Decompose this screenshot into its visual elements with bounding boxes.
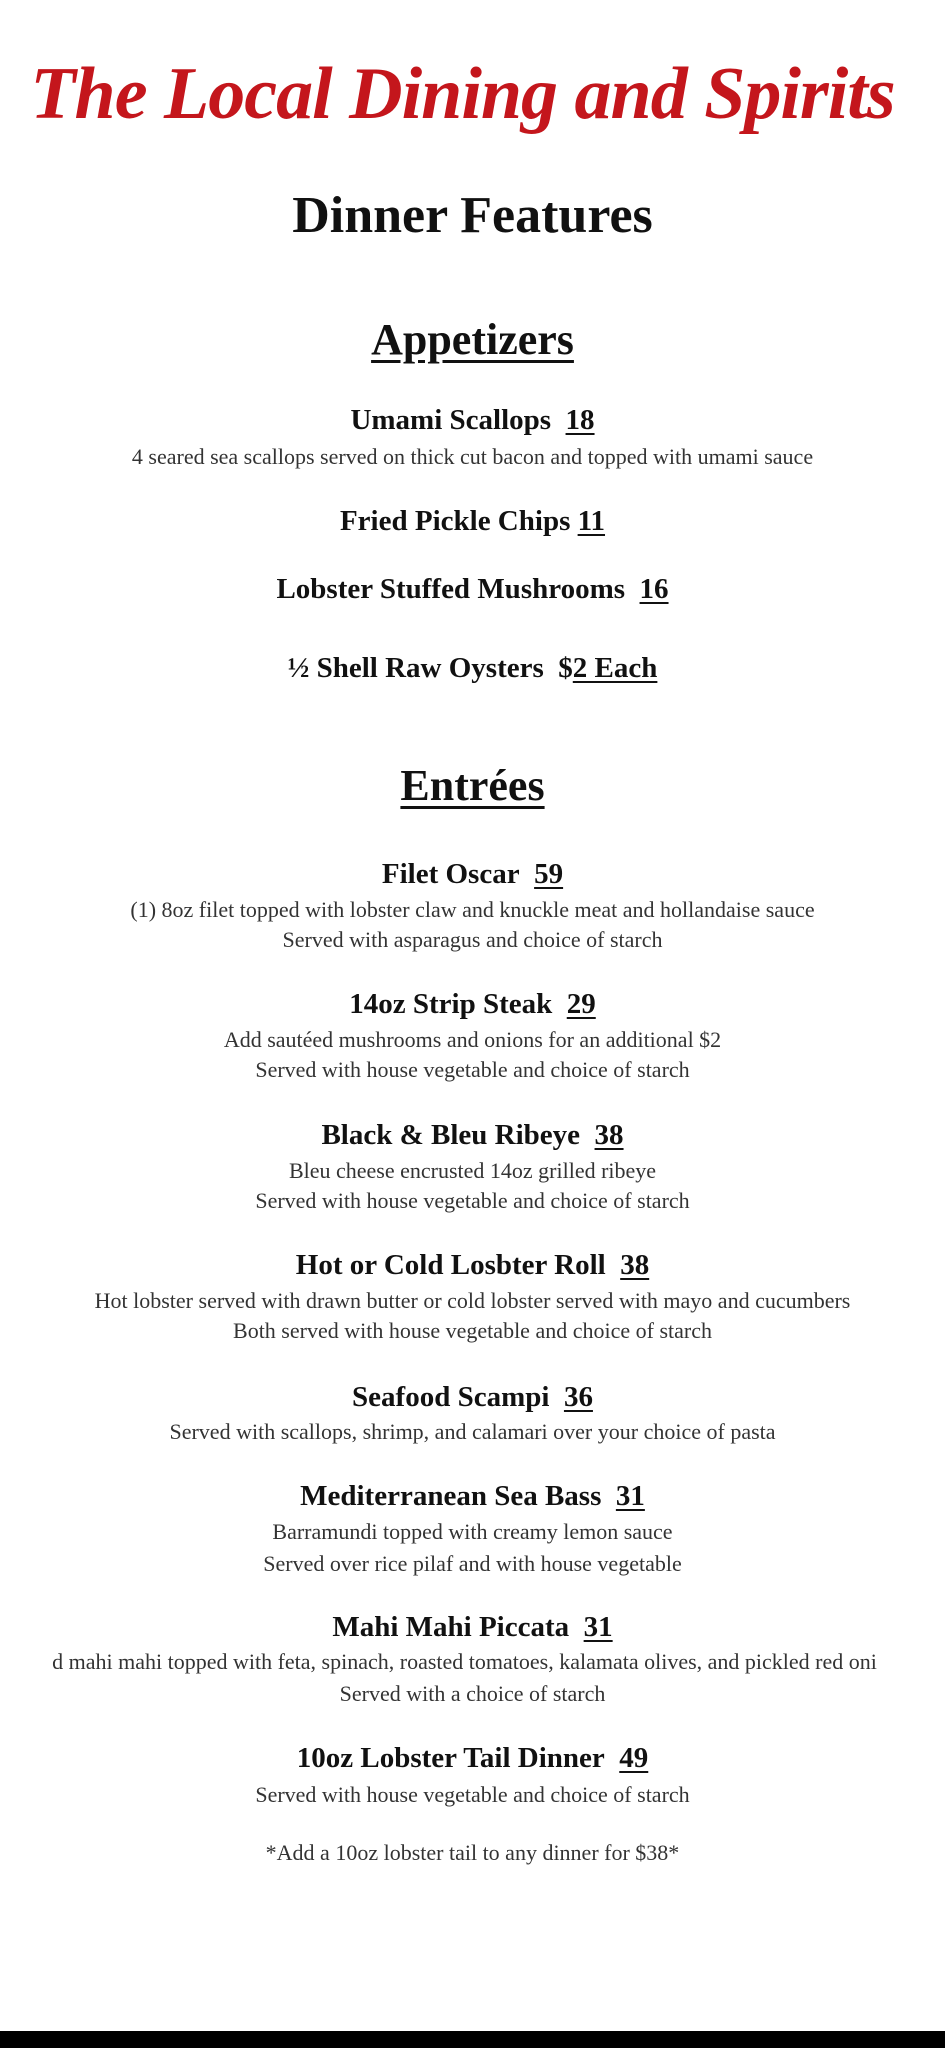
bottom-bar — [0, 2031, 945, 2048]
item-name: Umami Scallops — [350, 404, 552, 436]
item-name: ½ Shell Raw Oysters — [287, 652, 544, 684]
item-name: Fried Pickle Chips — [339, 505, 571, 537]
menu-item-name — [0, 404, 945, 437]
menu-item-name — [0, 505, 945, 538]
item-price: 31 — [583, 1611, 613, 1643]
item-price: 59 — [534, 858, 564, 890]
item-price: 36 — [563, 1381, 593, 1413]
item-name: Filet Oscar — [381, 858, 520, 890]
menu-item-name — [0, 652, 945, 685]
item-name: 14oz Strip Steak — [349, 988, 553, 1020]
item-name: Lobster Stuffed Mushrooms — [276, 573, 626, 605]
page-title: Dinner Features — [292, 187, 653, 244]
menu-item-description: Served with house vegetable and choice of starch — [255, 1057, 690, 1082]
menu-item-description: d mahi mahi topped with feta, spinach, roasted tomatoes, kalamata olives, and pickled red oni — [52, 1649, 877, 1674]
item-price: 18 — [565, 404, 595, 436]
menu-item-description: Served with house vegetable and choice of starch — [255, 1782, 690, 1807]
section-heading-entrees: Entrées — [400, 761, 545, 810]
item-price: 11 — [577, 505, 606, 537]
menu-item-description: Served with scallops, shrimp, and calamari over your choice of pasta — [169, 1419, 776, 1444]
section-heading-appetizers: Appetizers — [371, 315, 574, 364]
menu-item-name — [0, 1381, 945, 1414]
menu-note: *Add a 10oz lobster tail to any dinner for $38* — [265, 1840, 680, 1865]
menu-item-description: Hot lobster served with drawn butter or cold lobster served with mayo and cucumbers — [94, 1288, 851, 1313]
item-price-prefix: $ — [558, 652, 573, 684]
item-name: Seafood Scampi — [352, 1381, 550, 1413]
item-name: Mediterranean Sea Bass — [300, 1480, 602, 1512]
item-price: 16 — [639, 573, 669, 605]
menu-item-name — [0, 1480, 945, 1513]
menu-item-description: Served with a choice of starch — [339, 1681, 606, 1706]
menu-item-description: Add sautéed mushrooms and onions for an additional $2 — [223, 1027, 722, 1052]
menu-item-name — [0, 858, 945, 891]
menu-item-name — [0, 573, 945, 606]
menu-item-description: Served with asparagus and choice of starch — [282, 927, 663, 952]
menu-item-name — [0, 1119, 945, 1152]
item-price: 29 — [566, 988, 596, 1020]
menu-item-description: Both served with house vegetable and choice of starch — [233, 1318, 712, 1343]
menu-item-description: Served over rice pilaf and with house vegetable — [263, 1551, 682, 1576]
item-price: 38 — [620, 1249, 650, 1281]
item-name: Hot or Cold Losbter Roll — [295, 1249, 606, 1281]
item-price: 31 — [615, 1480, 645, 1512]
menu-item-name — [0, 1611, 945, 1644]
menu-item-description: Bleu cheese encrusted 14oz grilled ribeye — [288, 1158, 657, 1183]
restaurant-logo-title: The Local Dining and Spirits — [30, 53, 895, 135]
menu-item-description: 4 seared sea scallops served on thick cut bacon and topped with umami sauce — [131, 444, 814, 469]
item-name: Black & Bleu Ribeye — [321, 1119, 581, 1151]
menu-item-description: (1) 8oz filet topped with lobster claw and knuckle meat and hollandaise sauce — [130, 897, 815, 922]
item-name: 10oz Lobster Tail Dinner — [296, 1742, 605, 1774]
item-name: Mahi Mahi Piccata — [332, 1611, 570, 1643]
menu-item-name — [0, 1742, 945, 1775]
item-price: 2 Each — [572, 652, 658, 684]
menu-item-name — [0, 1249, 945, 1282]
menu-item-description: Served with house vegetable and choice of starch — [255, 1188, 690, 1213]
menu-item-name — [0, 988, 945, 1021]
item-price: 49 — [619, 1742, 649, 1774]
item-price: 38 — [594, 1119, 624, 1151]
menu-item-description: Barramundi topped with creamy lemon sauce — [272, 1519, 673, 1544]
